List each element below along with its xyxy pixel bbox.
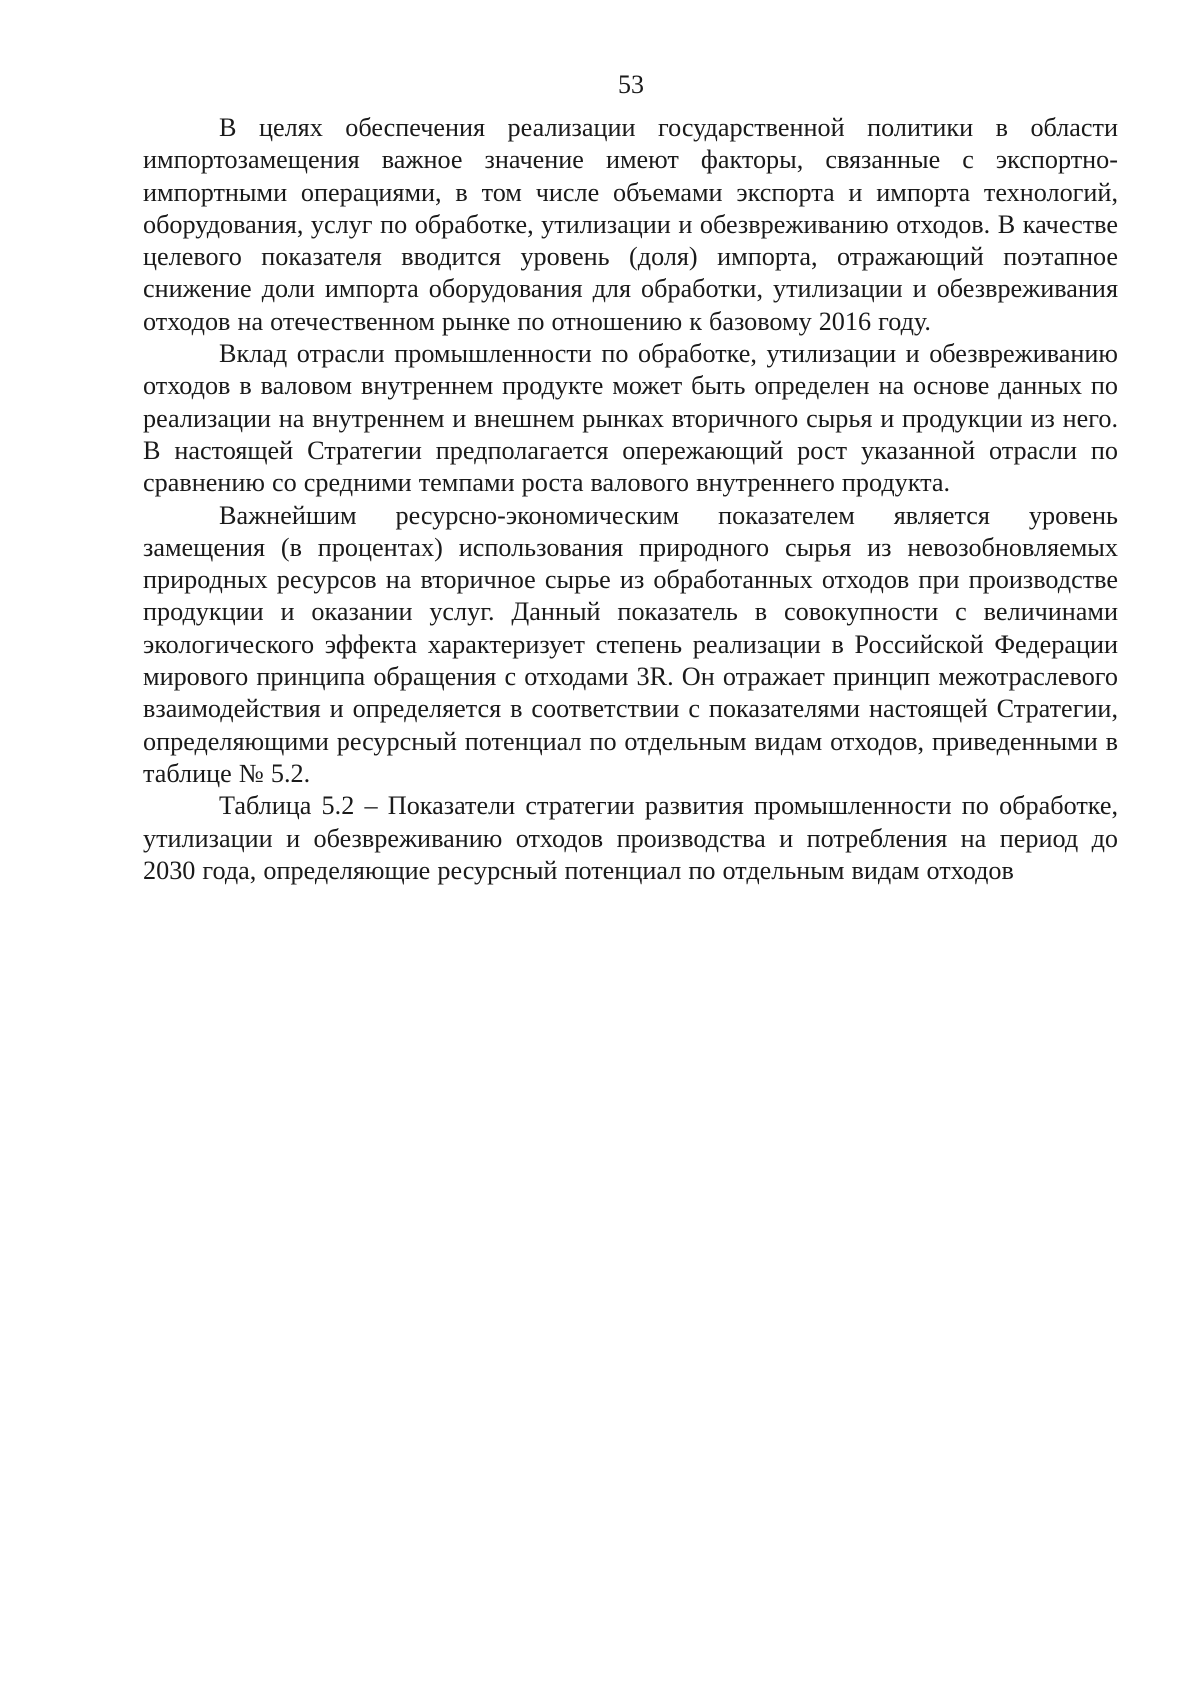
page-number: 53	[618, 70, 644, 99]
paragraph-resource-indicator: Важнейшим ресурсно-экономическим показателем является уровень замещения (в процентах) использования природного сырья из невозобновляемых природных ресурсов на вторичное сырье из обработанных отходов при производстве продукции и оказании услуг. Данный показатель в совокупности с величинами экологического эффекта характеризует степень реализации в Российской Федерации мирового принципа обращения с отходами 3R. Он отражает принцип межотраслевого взаимодействия и определяется в соответствии с показателями настоящей Стратегии, определяющими ресурсный потенциал по отдельным видам отходов, приведенными в таблице № 5.2.	[143, 500, 1118, 788]
table-caption: Таблица 5.2 – Показатели стратегии развития промышленности по обработке, утилизации и обезвреживанию отходов производства и потребления на период до 2030 года, определяющие ресурсный потенциал по отдельным видам отходов	[143, 791, 1118, 885]
paragraph-import-substitution: В целях обеспечения реализации государственной политики в области импортозамещения важное значение имеют факторы, связанные с экспортно-импортными операциями, в том числе объемами экспорта и импорта технологий, оборудования, услуг по обработке, утилизации и обезвреживанию отходов. В качестве целевого показателя вводится уровень (доля) импорта, отражающий поэтапное снижение доли импорта оборудования для обработки, утилизации и обезвреживания отходов на отечественном рынке по отношению к базовому 2016 году.	[143, 113, 1118, 336]
paragraph-industry-contribution: Вклад отрасли промышленности по обработке, утилизации и обезвреживанию отходов в валовом внутреннем продукте может быть определен на основе данных по реализации на внутреннем и внешнем рынках вторичного сырья и продукции из него. В настоящей Стратегии предполагается опережающий рост указанной отрасли по сравнению со средними темпами роста валового внутреннего продукта.	[143, 339, 1118, 498]
document-body	[143, 112, 1118, 887]
